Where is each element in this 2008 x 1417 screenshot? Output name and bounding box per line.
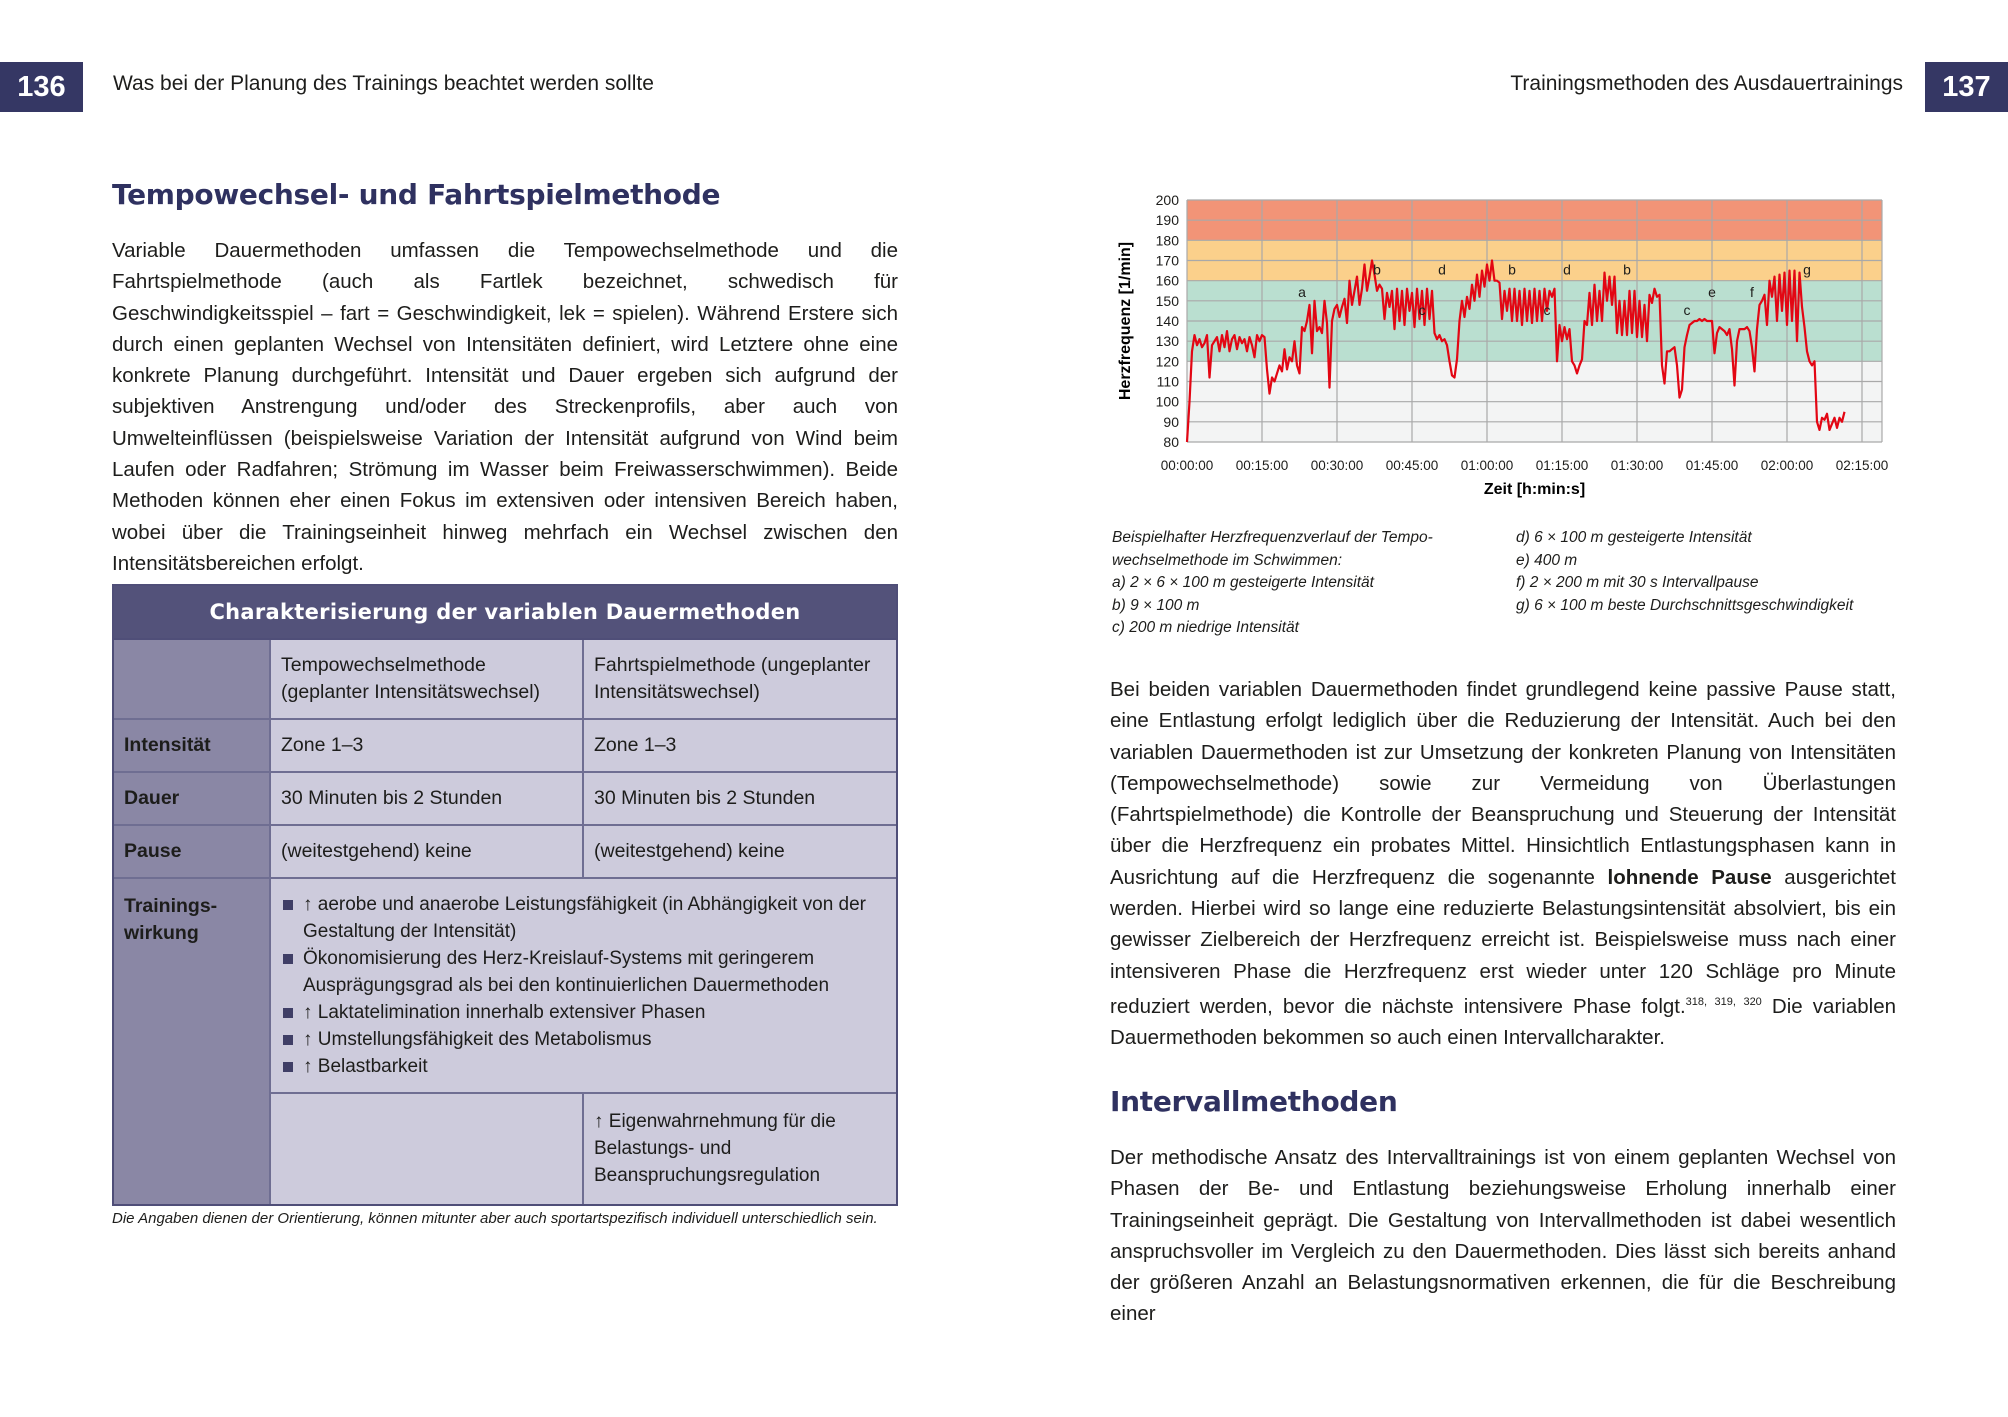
y-tick-label: 160 <box>1155 272 1179 289</box>
y-axis-label: Herzfrequenz [1/min] <box>1117 241 1134 401</box>
x-tick-label: 01:15:00 <box>1535 458 1589 473</box>
annotation-label: b <box>1623 261 1631 278</box>
chart-caption-left <box>1112 527 1433 640</box>
caption-line: a) 2 × 6 × 100 m gesteigerte Intensität <box>1112 574 1374 591</box>
methods-table <box>112 584 898 1206</box>
table-row-effects <box>114 879 896 1204</box>
x-tick-label: 01:45:00 <box>1685 458 1739 473</box>
heart-rate-chart-svg <box>1108 190 1898 510</box>
row-label: Dauer <box>114 773 271 824</box>
y-tick-label: 120 <box>1155 353 1179 370</box>
effect-item: ↑ Belastbarkeit <box>281 1053 888 1080</box>
effects-tempowechsel-cell <box>271 1094 584 1204</box>
table-cell: (weitestgehend) keine <box>271 826 584 877</box>
y-tick-label: 90 <box>1163 413 1179 430</box>
caption-line: c) 200 m niedrige Intensität <box>1112 619 1299 636</box>
x-tick-label: 00:30:00 <box>1310 458 1364 473</box>
bullet-square-icon <box>283 954 293 964</box>
table-note: Die Angaben dienen der Orientierung, können mitunter aber auch sportartspezifisch individuell unterschiedlich sein. <box>112 1210 878 1227</box>
column-header-fahrtspiel: Fahrtspielmethode (ungeplanter Intensitätswechsel) <box>584 640 896 718</box>
y-tick-label: 150 <box>1155 292 1179 309</box>
effects-shared-cell <box>271 879 896 1094</box>
annotation-label: c <box>1683 301 1691 318</box>
annotation-label: b <box>1373 261 1381 278</box>
x-tick-label: 01:00:00 <box>1460 458 1514 473</box>
paragraph-text: Bei beiden variablen Dauermethoden findet grundlegend keine passive Pause statt, eine Entlastung erfolgt lediglich über die Reduzierung der Intensität. Auch bei den variablen Dauermethoden ist zur Umsetzung der konkreten Planung von Intensitäten (Tempowechselmethode) sowie zur Vermeidung von Überlastungen (Fahrtspielmethode) die Kontrolle der Beanspruchung und Steuerung der Intensität über die Herzfrequenz ein probates Mittel. Hinsichtlich Entlastungsphasen kann in Ausrichtung auf die Herzfrequenz die sogenannte <box>1110 678 1896 889</box>
y-tick-label: 100 <box>1155 393 1179 410</box>
paragraph-text: Der methodische Ansatz des Intervalltrainings ist von einem geplanten Wechsel von Phasen der Be- und Entlastung beziehungsweise Erholung innerhalb einer Trainingseinheit geprägt. Die Gestaltung von Intervallmethoden ist dabei wesentlich anspruchsvoller im Vergleich zu den Dauermethoden. Dies lässt sich bereits anhand der größeren Anzahl an Belastungsnormativen erkennen, die für die Beschreibung einer <box>1110 1146 1896 1326</box>
effects-block <box>271 879 896 1204</box>
section-title-tempowechsel: Tempowechsel- und Fahrtspielmethode <box>112 178 721 211</box>
effect-item: ↑ aerobe und anaerobe Leistungsfähigkeit (in Abhängigkeit von der Gestaltung der Intensität) <box>281 891 888 945</box>
effect-item: ↑ Umstellungsfähigkeit des Metabolismus <box>281 1026 888 1053</box>
annotation-label: c <box>1418 301 1426 318</box>
x-tick-label: 00:00:00 <box>1160 458 1214 473</box>
annotation-label: b <box>1508 261 1516 278</box>
table-row <box>114 826 896 879</box>
table-header-row <box>114 640 896 720</box>
bullet-square-icon <box>283 1035 293 1045</box>
y-axis-ticks <box>1156 192 1180 450</box>
table-title: Charakterisierung der variablen Dauermethoden <box>114 586 896 640</box>
y-tick-label: 190 <box>1155 212 1179 229</box>
table-cell: 30 Minuten bis 2 Stunden <box>271 773 584 824</box>
x-axis-label: Zeit [h:min:s] <box>1483 481 1586 498</box>
annotation-label: g <box>1803 261 1811 278</box>
y-tick-label: 180 <box>1155 232 1179 249</box>
annotation-label: d <box>1563 261 1571 278</box>
effects-fahrtspiel-cell: ↑ Eigenwahrnehmung für die Belastungs- und Beanspruchungsregulation <box>584 1094 896 1204</box>
paragraph-text: ausgerichtet werden. Hierbei wird so lange eine reduzierte Belastungsintensität absolviert, bis ein gewisser Zielbereich der Herzfrequenz erreicht ist. Beispielsweise muss nach einer intensiveren Phase die Herzfrequenz erst wieder unter 120 Schläge pro Minute reduziert werden, bevor die nächste intensivere Phase folgt. <box>1110 865 1896 1018</box>
table-row <box>114 720 896 773</box>
annotation-label: e <box>1708 283 1716 300</box>
table-row <box>114 773 896 826</box>
row-label: Intensität <box>114 720 271 771</box>
bullet-square-icon <box>283 900 293 910</box>
keyword-lohnende-pause: lohnende Pause <box>1607 865 1772 889</box>
y-tick-label: 170 <box>1155 252 1179 269</box>
footnote-refs[interactable]: 318, 319, 320 <box>1685 995 1762 1008</box>
x-tick-label: 02:00:00 <box>1760 458 1814 473</box>
annotation-label: c <box>1543 301 1551 318</box>
paragraph-text: Die variablen Dauermethoden bekommen so auch einen Intervallcharakter. <box>1110 994 1897 1050</box>
caption-line: g) 6 × 100 m beste Durchschnittsgeschwindigkeit <box>1516 596 1854 614</box>
annotation-label: d <box>1438 261 1446 278</box>
y-tick-label: 200 <box>1155 192 1179 208</box>
paragraph-lohnende-pause <box>1110 674 1896 1053</box>
caption-line: wechselmethode im Schwimmen: <box>1112 551 1343 569</box>
caption-line: b) 9 × 100 m <box>1112 596 1200 614</box>
x-tick-label: 00:15:00 <box>1235 458 1289 473</box>
y-tick-label: 110 <box>1156 373 1179 390</box>
caption-line: Beispielhafter Herzfrequenzverlauf der Tempo- <box>1112 529 1433 546</box>
annotation-label: f <box>1750 283 1754 300</box>
page-number-right: 137 <box>1925 62 2008 112</box>
caption-line: d) 6 × 100 m gesteigerte Intensität <box>1516 529 1752 546</box>
paragraph-intervallmethoden <box>1110 1142 1896 1330</box>
annotation-label: a <box>1298 283 1306 300</box>
caption-line: e) 400 m <box>1516 551 1578 569</box>
effect-item: ↑ Laktatelimination innerhalb extensiver Phasen <box>281 999 888 1026</box>
x-tick-label: 02:15:00 <box>1835 458 1889 473</box>
row-label-effects: Trainings-wirkung <box>114 879 271 1204</box>
bullet-square-icon <box>283 1008 293 1018</box>
bullet-square-icon <box>283 1062 293 1072</box>
page-number-left: 136 <box>0 62 83 112</box>
x-tick-label: 00:45:00 <box>1385 458 1439 473</box>
intro-paragraph-text: Variable Dauermethoden umfassen die Tempowechselmethode und die Fahrtspielmethode (auch als Fartlek bezeichnet, schwedisch für Geschwindigkeitsspiel – fart = Geschwindigkeit, lek = spielen). Während Erstere sich durch einen geplanten Wechsel von Intensitäten definiert, wird Letztere ohne eine konkrete Planung durchgeführt. Intensität und Dauer ergeben sich aufgrund der subjektiven Anstrengung und/oder des Streckenprofils, aber auch von Umwelteinflüssen (beispielsweise Variation der Intensität aufgrund von Wind beim Laufen oder Radfahren; Strömung im Wasser beim Freiwasserschwimmen). Beide Methoden können eher einen Fokus im extensiven oder intensiven Bereich haben, wobei über die Trainingseinheit hinweg mehrfach ein Wechsel zwischen den Intensitätsbereichen erfolgt. <box>112 239 898 575</box>
column-header-tempowechsel: Tempowechselmethode (geplanter Intensitätswechsel) <box>271 640 584 718</box>
y-tick-label: 130 <box>1155 333 1179 350</box>
effects-split-row <box>271 1094 896 1204</box>
caption-line: f) 2 × 200 m mit 30 s Intervallpause <box>1516 574 1759 591</box>
table-cell: Zone 1–3 <box>584 720 896 771</box>
y-tick-label: 80 <box>1163 434 1179 450</box>
running-head-left: Was bei der Planung des Trainings beachtet werden sollte <box>113 72 654 95</box>
table-cell: Zone 1–3 <box>271 720 584 771</box>
effects-list <box>281 891 888 1080</box>
table-corner-cell <box>114 640 271 718</box>
section-title-intervallmethoden: Intervallmethoden <box>1110 1085 1398 1118</box>
y-tick-label: 140 <box>1155 313 1179 329</box>
effect-item: Ökonomisierung des Herz-Kreislauf-Systems mit geringerem Ausprägungsgrad als bei den kontinuierlichen Dauermethoden <box>281 945 888 999</box>
x-axis-ticks <box>1161 458 1889 473</box>
heart-rate-chart <box>1108 190 1898 510</box>
table-cell: 30 Minuten bis 2 Stunden <box>584 773 896 824</box>
running-head-right: Trainingsmethoden des Ausdauertrainings <box>1510 72 1903 95</box>
x-tick-label: 01:30:00 <box>1610 458 1664 473</box>
row-label: Pause <box>114 826 271 877</box>
table-cell: (weitestgehend) keine <box>584 826 896 877</box>
chart-caption-right <box>1516 527 1853 617</box>
intro-paragraph <box>112 235 898 579</box>
